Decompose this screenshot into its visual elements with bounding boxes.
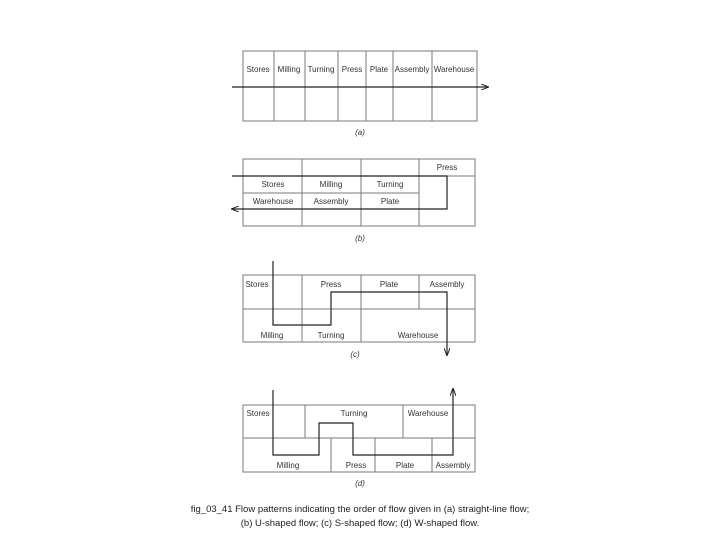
diagram-a-press: Press: [341, 65, 363, 74]
diagram-c-label: (c): [350, 350, 360, 359]
diagram-c-plate: Plate: [379, 280, 399, 289]
diagram-d-stores: Stores: [246, 409, 270, 418]
diagram-d-press: Press: [345, 461, 367, 470]
diagram-d-flow-line: [273, 389, 453, 455]
figure-caption: [160, 503, 560, 531]
diagram-d-label: (d): [355, 479, 365, 488]
diagram-d-plate: Plate: [395, 461, 415, 470]
diagram-b-label: (b): [355, 234, 365, 243]
diagram-b-stores: Stores: [261, 180, 285, 189]
diagram-a-milling: Milling: [277, 65, 301, 74]
diagram-d-w-shaped: [243, 389, 475, 488]
diagram-c-warehouse: Warehouse: [397, 331, 439, 340]
diagram-c-milling: Milling: [260, 331, 284, 340]
diagram-d-turning: Turning: [340, 409, 368, 418]
diagram-a-plate: Plate: [369, 65, 389, 74]
diagram-a-warehouse: Warehouse: [433, 65, 475, 74]
diagram-b-plate: Plate: [380, 197, 400, 206]
diagram-c-press: Press: [320, 280, 342, 289]
diagram-a-label: (a): [355, 128, 365, 137]
caption-line-1: fig_03_41 Flow patterns indicating the order of flow given in (a) straight-line flow;: [190, 504, 530, 515]
diagram-d-warehouse: Warehouse: [407, 409, 449, 418]
diagram-b-milling: Milling: [319, 180, 343, 189]
diagram-c-stores: Stores: [245, 280, 269, 289]
diagram-d-milling: Milling: [276, 461, 300, 470]
diagram-d-assembly: Assembly: [435, 461, 471, 470]
diagram-b-u-shaped: [232, 159, 475, 243]
diagram-b-turning: Turning: [376, 180, 404, 189]
diagram-a-grid: [243, 51, 477, 121]
diagram-c-turning: Turning: [317, 331, 345, 340]
diagram-a-straight-line: [232, 51, 488, 137]
diagram-c-assembly: Assembly: [429, 280, 465, 289]
diagram-b-press: Press: [436, 163, 458, 172]
diagram-b-assembly: Assembly: [313, 197, 349, 206]
diagram-a-assembly: Assembly: [394, 65, 430, 74]
diagram-a-stores: Stores: [246, 65, 270, 74]
diagram-b-warehouse: Warehouse: [252, 197, 294, 206]
caption-line-2: (b) U-shaped flow; (c) S-shaped flow; (d) W-shaped flow.: [240, 518, 480, 529]
diagram-a-turning: Turning: [307, 65, 335, 74]
diagram-c-s-shaped: [243, 261, 475, 359]
